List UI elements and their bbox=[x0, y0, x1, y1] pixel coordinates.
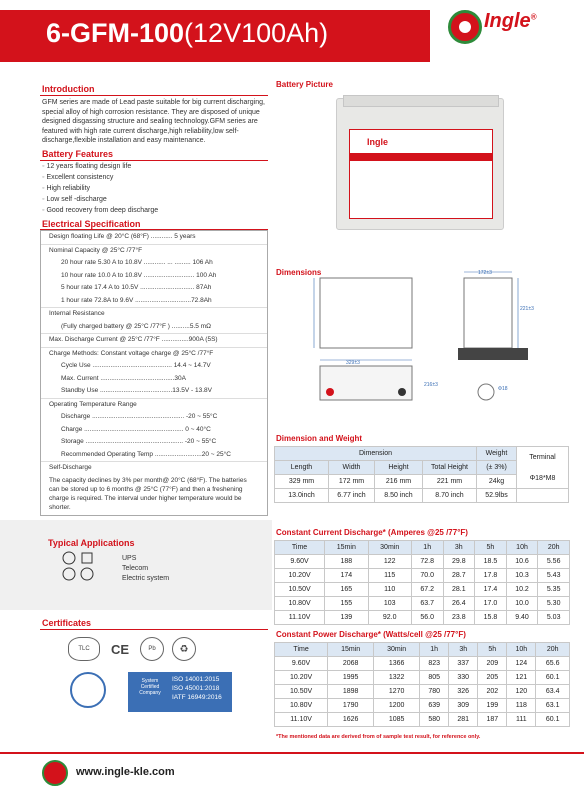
table-cell: 5.35 bbox=[538, 583, 570, 597]
table-row bbox=[275, 657, 570, 671]
table-row bbox=[275, 611, 570, 625]
table-cell: 70.0 bbox=[411, 569, 443, 583]
spec-self-discharge: Self-Discharge bbox=[49, 464, 92, 471]
iso-line: ISO 14001:2015 bbox=[172, 676, 220, 683]
table-cell: 10.50V bbox=[275, 685, 328, 699]
spec-internal-resistance: Internal Resistance bbox=[49, 310, 105, 317]
table-cell: 10.20V bbox=[275, 569, 325, 583]
table-row bbox=[275, 699, 570, 713]
cell: 24kg bbox=[477, 475, 517, 489]
table-cell: 5h bbox=[478, 643, 507, 657]
spec-op-temp: Operating Temperature Range bbox=[49, 400, 137, 408]
table-cell: 174 bbox=[325, 569, 368, 583]
logo-reg: ® bbox=[530, 12, 537, 22]
table-cell: 15min bbox=[328, 643, 374, 657]
weight-head: Weight bbox=[477, 447, 517, 461]
intro-rule bbox=[40, 95, 268, 96]
table-cell: 3h bbox=[443, 541, 475, 555]
application-item: Electric system bbox=[122, 575, 170, 582]
applications-list bbox=[122, 554, 169, 584]
table-cell: 5.43 bbox=[538, 569, 570, 583]
table-cell: 5.56 bbox=[538, 555, 570, 569]
table-cell: Time bbox=[275, 643, 328, 657]
certificates-rule bbox=[40, 629, 268, 630]
table-cell: 1h bbox=[420, 643, 449, 657]
table-cell: 10.2 bbox=[506, 583, 538, 597]
battery-picture-title: Battery Picture bbox=[276, 80, 333, 89]
cell: 13.0inch bbox=[275, 489, 329, 503]
table-cell: 72.8 bbox=[411, 555, 443, 569]
cell: 221 mm bbox=[423, 475, 477, 489]
table-row bbox=[275, 671, 570, 685]
intro-text: GFM series are made of Lead paste suitable for big current discharging, special alloy of high corrosion resistance. They are disposed of unique designed disgassing structure and sealing technology.GFM series are featured with high rate current discharge,high reliability,low self-discharge,flexible installation and easy maintenance. bbox=[42, 99, 265, 144]
table-cell: 205 bbox=[478, 671, 507, 685]
table-cell: 124 bbox=[507, 657, 536, 671]
table-cell: 20h bbox=[538, 541, 570, 555]
spec-max-discharge: Max. Discharge Current @ 25°C /77°F ...............900A (5S) bbox=[41, 334, 267, 348]
table-cell: 67.2 bbox=[411, 583, 443, 597]
spec-rate: 10 hour rate 10.0 A to 10.8V ............................ 100 Ah bbox=[61, 271, 217, 279]
table-cell: 17.0 bbox=[475, 597, 507, 611]
feature-item: ◦ 12 years floating design life bbox=[42, 161, 158, 172]
spec-rate: 20 hour rate 5.30 A to 10.8V ............ ... ......... 106 Ah bbox=[61, 259, 213, 266]
feature-item: ◦ Excellent consistency bbox=[42, 172, 158, 183]
ce-icon: CE bbox=[110, 641, 130, 657]
dimensions-drawing bbox=[306, 266, 576, 416]
model-spec: (12V100Ah) bbox=[184, 18, 329, 48]
header bbox=[0, 0, 584, 70]
table-cell: 805 bbox=[420, 671, 449, 685]
table-cell: 5.30 bbox=[538, 597, 570, 611]
table-row bbox=[275, 685, 570, 699]
dimension-head: Dimension bbox=[275, 447, 477, 461]
dim-label-term: Φ18 bbox=[498, 386, 508, 392]
iso-line: ISO 45001:2018 bbox=[172, 685, 220, 692]
table-cell: 1366 bbox=[374, 657, 420, 671]
table-row bbox=[275, 713, 570, 727]
terminal-cell bbox=[517, 447, 569, 489]
table-row bbox=[275, 555, 570, 569]
table-cell: 155 bbox=[325, 597, 368, 611]
table-row bbox=[275, 597, 570, 611]
table-cell: 580 bbox=[420, 713, 449, 727]
table-cell: 209 bbox=[478, 657, 507, 671]
table-cell: 10.50V bbox=[275, 583, 325, 597]
battery-label-logo: Ingle bbox=[367, 137, 389, 147]
table-cell: 56.0 bbox=[411, 611, 443, 625]
power-table bbox=[274, 642, 570, 727]
pb-free-icon: Pb bbox=[140, 637, 164, 661]
spec-rate: 5 hour rate 17.4 A to 10.5V .............................. 87Ah bbox=[61, 284, 212, 291]
dim-label-width: 329±3 bbox=[346, 360, 360, 366]
terminal-head: Terminal bbox=[529, 453, 556, 461]
table-cell: 60.1 bbox=[536, 671, 570, 685]
spec-storage: Storage ...................................................... -20 ~ 55°C bbox=[61, 438, 217, 445]
table-cell: 20h bbox=[536, 643, 570, 657]
table-cell: 17.8 bbox=[475, 569, 507, 583]
table-cell: 118 bbox=[507, 699, 536, 713]
logo-brand: Ingle bbox=[484, 10, 531, 32]
battery-picture bbox=[336, 98, 504, 230]
features-title: Battery Features bbox=[42, 149, 114, 159]
table-cell: 2068 bbox=[328, 657, 374, 671]
spec-charge-method: Charge Methods: Constant voltage charge @ 25°C /77°F bbox=[49, 349, 214, 357]
table-cell: 15.8 bbox=[475, 611, 507, 625]
table-cell: 17.4 bbox=[475, 583, 507, 597]
table-cell: 309 bbox=[449, 699, 478, 713]
cell: 8.50 inch bbox=[375, 489, 423, 503]
table-cell: 15min bbox=[325, 541, 368, 555]
table-cell: 10.3 bbox=[506, 569, 538, 583]
ingle-logo bbox=[448, 6, 558, 62]
spec-cycle-use: Cycle Use ............................................ 14.4 ~ 14.7V bbox=[61, 362, 211, 369]
table-cell: 1322 bbox=[374, 671, 420, 685]
spec-design-life: Design floating Life @ 20°C (68°F) ............ 5 years bbox=[41, 231, 267, 245]
table-cell: 110 bbox=[368, 583, 411, 597]
spec-ir-value: (Fully charged battery @ 25°C /77°F ) ..........5.5 mΩ bbox=[41, 321, 267, 335]
spec-charge: Charge ....................................................... 0 ~ 40°C bbox=[61, 425, 211, 433]
iso-badge bbox=[128, 672, 232, 712]
model-name: 6-GFM-100 bbox=[46, 18, 185, 48]
dim-label-height2: 216±3 bbox=[424, 382, 438, 388]
table-cell: 1626 bbox=[328, 713, 374, 727]
cqc-badge-icon bbox=[70, 672, 106, 708]
table-cell: 202 bbox=[478, 685, 507, 699]
dim-weight-title: Dimension and Weight bbox=[276, 434, 363, 443]
table-cell: 139 bbox=[325, 611, 368, 625]
website-link[interactable]: www.ingle-kle.com bbox=[76, 766, 175, 778]
col-weight: (± 3%) bbox=[477, 461, 517, 475]
table-cell: 92.0 bbox=[368, 611, 411, 625]
table-cell: 122 bbox=[368, 555, 411, 569]
table-cell: 65.6 bbox=[536, 657, 570, 671]
intro-title: Introduction bbox=[42, 84, 95, 94]
logo-icon bbox=[448, 10, 482, 44]
table-cell: 780 bbox=[420, 685, 449, 699]
applications-icons bbox=[60, 550, 100, 590]
table-cell: 120 bbox=[507, 685, 536, 699]
cell: 8.70 inch bbox=[423, 489, 477, 503]
col-width: Width bbox=[329, 461, 375, 475]
dim-label-height: 221±3 bbox=[520, 306, 534, 312]
spec-nominal: Nominal Capacity @ 25°C /77°F bbox=[49, 246, 143, 254]
table-cell: 5.03 bbox=[538, 611, 570, 625]
dim-label-top: 172±3 bbox=[478, 270, 492, 276]
col-total-height: Total Height bbox=[423, 461, 477, 475]
table-cell: 23.8 bbox=[443, 611, 475, 625]
tlc-icon: TLC bbox=[68, 637, 100, 661]
table-cell: 639 bbox=[420, 699, 449, 713]
table-cell: 115 bbox=[368, 569, 411, 583]
spec-max-current: Max. Current .........................................30A bbox=[61, 374, 186, 382]
footer bbox=[0, 752, 584, 800]
table-cell: 9.60V bbox=[275, 555, 325, 569]
current-table-title: Constant Current Discharge* (Amperes @25 /77°F) bbox=[276, 528, 468, 537]
dim-weight-table bbox=[274, 446, 569, 503]
footer-rule bbox=[0, 752, 584, 754]
table-header-row bbox=[275, 643, 570, 657]
table-cell: 11.10V bbox=[275, 713, 328, 727]
table-cell: 3h bbox=[449, 643, 478, 657]
table-cell: 121 bbox=[507, 671, 536, 685]
table-cell: 29.8 bbox=[443, 555, 475, 569]
table-cell: 10h bbox=[506, 541, 538, 555]
cell: 172 mm bbox=[329, 475, 375, 489]
spec-box bbox=[40, 230, 268, 516]
electrical-title: Electrical Specification bbox=[42, 219, 141, 229]
table-cell: 330 bbox=[449, 671, 478, 685]
table-cell: 10.0 bbox=[506, 597, 538, 611]
table-cell: 1200 bbox=[374, 699, 420, 713]
application-item: UPS bbox=[122, 555, 137, 562]
table-cell: 10.80V bbox=[275, 597, 325, 611]
col-length: Length bbox=[275, 461, 329, 475]
table-cell: 30min bbox=[374, 643, 420, 657]
application-item: Telecom bbox=[122, 565, 149, 572]
table-cell: 10.20V bbox=[275, 671, 328, 685]
table-row bbox=[275, 583, 570, 597]
table-cell: 28.7 bbox=[443, 569, 475, 583]
table-cell: 187 bbox=[478, 713, 507, 727]
model-title bbox=[46, 18, 328, 49]
table-cell: Time bbox=[275, 541, 325, 555]
terminal-value: Φ18*M8 bbox=[529, 474, 556, 482]
reference-note: *The mentioned data are derived from of sample test result, for reference only. bbox=[276, 734, 481, 740]
table-cell: 63.4 bbox=[536, 685, 570, 699]
spec-rec-temp: Recommended Operating Temp ..........................20 ~ 25°C bbox=[41, 449, 267, 463]
table-cell: 1270 bbox=[374, 685, 420, 699]
feature-item: ◦ Low self -discharge bbox=[42, 194, 158, 205]
table-cell: 10h bbox=[507, 643, 536, 657]
iso-system-label: System Certified Company bbox=[139, 678, 161, 696]
features-list bbox=[42, 161, 158, 216]
table-cell: 188 bbox=[325, 555, 368, 569]
table-cell: 26.4 bbox=[443, 597, 475, 611]
table-cell: 337 bbox=[449, 657, 478, 671]
table-cell: 10.80V bbox=[275, 699, 328, 713]
table-cell: 10.6 bbox=[506, 555, 538, 569]
table-cell: 1h bbox=[411, 541, 443, 555]
table-cell: 199 bbox=[478, 699, 507, 713]
cell: 52.9lbs bbox=[477, 489, 517, 503]
feature-item: ◦ High reliability bbox=[42, 183, 158, 194]
table-cell: 1995 bbox=[328, 671, 374, 685]
table-cell: 18.5 bbox=[475, 555, 507, 569]
table-cell: 1085 bbox=[374, 713, 420, 727]
table-cell: 326 bbox=[449, 685, 478, 699]
cert-badges bbox=[68, 637, 204, 661]
feature-item: ◦ Good recovery from deep discharge bbox=[42, 205, 158, 216]
cell: 216 mm bbox=[375, 475, 423, 489]
cell bbox=[517, 489, 569, 503]
table-cell: 9.40 bbox=[506, 611, 538, 625]
table-cell: 60.1 bbox=[536, 713, 570, 727]
spec-discharge: Discharge ................................................... -20 ~ 55°C bbox=[61, 413, 218, 420]
table-cell: 165 bbox=[325, 583, 368, 597]
table-cell: 1790 bbox=[328, 699, 374, 713]
cell: 329 mm bbox=[275, 475, 329, 489]
table-cell: 103 bbox=[368, 597, 411, 611]
table-cell: 11.10V bbox=[275, 611, 325, 625]
power-table-title: Constant Power Discharge* (Watts/cell @25 /77°F) bbox=[276, 630, 466, 639]
table-cell: 111 bbox=[507, 713, 536, 727]
table-cell: 9.60V bbox=[275, 657, 328, 671]
table-row bbox=[275, 569, 570, 583]
table-cell: 823 bbox=[420, 657, 449, 671]
table-cell: 1898 bbox=[328, 685, 374, 699]
recycle-icon: ♻ bbox=[172, 637, 196, 661]
iso-line: IATF 16949:2016 bbox=[172, 694, 222, 701]
table-cell: 281 bbox=[449, 713, 478, 727]
table-cell: 63.7 bbox=[411, 597, 443, 611]
dimensions-title: Dimensions bbox=[276, 268, 322, 277]
table-cell: 63.1 bbox=[536, 699, 570, 713]
spec-self-text: The capacity declines by 3% per month@ 20°C (68°F). The batteries can be stored up to 6 months @ 25°C (77°F) and then a freshening charge is required. The interval under higher temperature would be shorter. bbox=[49, 476, 247, 511]
col-height: Height bbox=[375, 461, 423, 475]
spec-rate: 1 hour rate 72.8A to 9.6V ...............................72.8Ah bbox=[41, 295, 267, 309]
certificates-title: Certificates bbox=[42, 618, 92, 628]
footer-logo-icon bbox=[42, 760, 68, 786]
table-cell: 28.1 bbox=[443, 583, 475, 597]
spec-standby: Standby Use ........................................13.5V - 13.8V bbox=[41, 385, 267, 399]
table-cell: 5h bbox=[475, 541, 507, 555]
applications-title: Typical Applications bbox=[48, 538, 135, 548]
battery-label-band bbox=[349, 153, 493, 161]
cell: 6.77 inch bbox=[329, 489, 375, 503]
current-table bbox=[274, 540, 570, 625]
battery-lid bbox=[343, 95, 499, 107]
table-cell: 30min bbox=[368, 541, 411, 555]
table-header-row bbox=[275, 541, 570, 555]
